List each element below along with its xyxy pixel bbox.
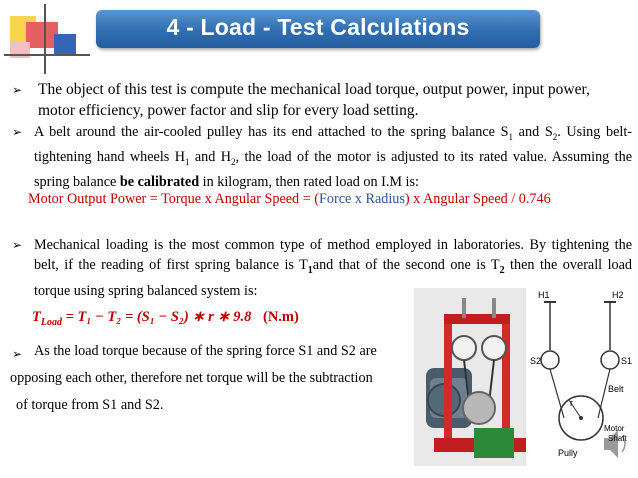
net-torque-line-2: opposing each other, therefore net torque will be the subtraction bbox=[10, 370, 373, 386]
title-bar bbox=[96, 10, 540, 48]
label-r: r bbox=[570, 398, 573, 408]
label-s1: S1 bbox=[621, 356, 633, 366]
decor-square-blue bbox=[54, 34, 76, 54]
mechanical-loading-paragraph: Mechanical loading is the most common type of method employed in laboratories. By tightening the belt, if the reading of first spring balance is $T_1and$ that of the second one is $T_2$ then the overall load torque using spring balanced system is: bbox=[34, 237, 632, 299]
label-motor: Motor bbox=[604, 424, 625, 433]
label-shaft: Shaft bbox=[608, 434, 627, 443]
objective-paragraph: The object of this test is compute the mechanical load torque, output power, input power, motor efficiency, power factor and slip for every load setting. bbox=[38, 81, 590, 119]
audio-speaker-icon[interactable] bbox=[592, 426, 628, 466]
bullet-icon: ➢ bbox=[12, 83, 23, 97]
bullet-icon: ➢ bbox=[12, 125, 23, 139]
label-h2: H2 bbox=[612, 290, 624, 300]
label-s2: S2 bbox=[530, 356, 542, 366]
torque-formula: $T_{Load} = T_1 - T_2 = (S_1 - S_2)$ ∗ r ∗ 9.8 (N.m) bbox=[32, 309, 299, 328]
bullet-icon: ➢ bbox=[12, 238, 23, 252]
net-torque-line-3: of torque from S1 and S2. bbox=[16, 397, 164, 413]
decor-hline bbox=[4, 54, 90, 56]
label-pulley: Pully bbox=[558, 448, 578, 458]
output-power-formula: Motor Output Power = Torque x Angular Speed = (Force x Radius) x Angular Speed / 0.746 bbox=[28, 191, 551, 207]
belt-paragraph: A belt around the air-cooled pulley has its end attached to the spring balance $S_1$ and $S_2$. Using belt-tightening hand wheels $H_1$ and $H_2$, the load of the motor is adjusted to its rated value. Assuming the spring balance be calibrated in kilogram, then rated load on I.M is: bbox=[34, 124, 633, 190]
label-belt: Belt bbox=[608, 384, 624, 394]
decor-vline bbox=[44, 4, 46, 74]
bullet-icon: ➢ bbox=[12, 347, 23, 361]
label-h1: H1 bbox=[538, 290, 550, 300]
net-torque-line-1: As the load torque because of the spring force S1 and S2 are bbox=[34, 343, 377, 359]
slide-title: 4 - Load - Test Calculations bbox=[166, 14, 470, 40]
